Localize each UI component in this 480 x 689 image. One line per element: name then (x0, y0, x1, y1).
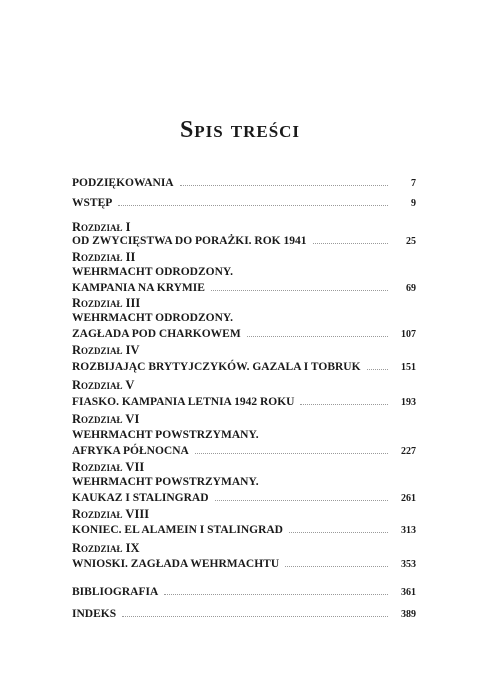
toc-entry-row (72, 607, 416, 622)
toc-entry-row (72, 395, 416, 410)
toc-entry-row (72, 234, 416, 249)
chapter-number: Rozdział IV (72, 343, 140, 357)
toc-entry-title: KAUKAZ I STALINGRAD (72, 492, 209, 504)
toc-entry-row (72, 460, 416, 474)
dot-leader (367, 369, 388, 370)
toc-entry-row (72, 585, 416, 600)
toc-entry-row (72, 412, 416, 426)
toc-entry-title: BIBLIOGRAFIA (72, 586, 159, 598)
toc-entry-row (72, 343, 416, 357)
dot-leader (122, 616, 388, 617)
page-number: 227 (401, 446, 416, 457)
toc-entry-row (72, 475, 416, 489)
toc-entry-title: OD ZWYCIĘSTWA DO PORAŻKI. ROK 1941 (72, 235, 307, 247)
toc-entry-row (72, 220, 416, 234)
chapter-number: Rozdział VIII (72, 507, 150, 521)
page-number: 313 (401, 525, 416, 536)
page-number: 193 (401, 397, 416, 408)
toc-entry-title: WEHRMACHT ODRODZONY. (72, 312, 234, 324)
chapter-number: Rozdział IX (72, 541, 140, 555)
page-title: Spis treści (179, 117, 301, 143)
toc-entry-title: ZAGŁADA POD CHARKOWEM (72, 328, 241, 340)
dot-leader (285, 566, 388, 567)
toc-entry-row (72, 196, 416, 211)
page-number: 9 (411, 198, 416, 209)
dot-leader (195, 453, 388, 454)
toc-entry-title: WEHRMACHT POWSTRZYMANY. (72, 476, 259, 488)
page-number: 261 (401, 493, 416, 504)
dot-leader (118, 205, 388, 206)
toc-entry-row (72, 176, 416, 191)
toc-entry-row (72, 523, 416, 538)
toc-entry-title: INDEKS (72, 608, 117, 620)
toc-entry-row (72, 507, 416, 521)
toc-entry-row (72, 281, 416, 296)
dot-leader (313, 243, 388, 244)
toc-entry-title: ROZBIJAJĄC BRYTYJCZYKÓW. GAZALA I TOBRUK (72, 361, 361, 373)
page-number: 151 (401, 362, 416, 373)
toc-entry-title: PODZIĘKOWANIA (72, 177, 174, 189)
toc-entry-row (72, 444, 416, 459)
toc-entry-row (72, 491, 416, 506)
toc-entry-row (72, 311, 416, 325)
toc-entry-row (72, 327, 416, 342)
toc-entry-title: WEHRMACHT POWSTRZYMANY. (72, 429, 259, 441)
chapter-number: Rozdział II (72, 250, 136, 264)
dot-leader (289, 532, 388, 533)
page-number: 7 (411, 178, 416, 189)
page-number: 25 (406, 236, 416, 247)
dot-leader (215, 500, 388, 501)
toc-entry-title: WNIOSKI. ZAGŁADA WEHRMACHTU (72, 558, 280, 570)
toc-entry-title: FIASKO. KAMPANIA LETNIA 1942 ROKU (72, 396, 295, 408)
page-number: 361 (401, 587, 416, 598)
chapter-number: Rozdział VII (72, 460, 145, 474)
dot-leader (211, 290, 388, 291)
dot-leader (180, 185, 388, 186)
toc-entry-row (72, 557, 416, 572)
chapter-number: Rozdział I (72, 220, 131, 234)
toc-entry-title: KONIEC. EL ALAMEIN I STALINGRAD (72, 524, 283, 536)
dot-leader (247, 336, 388, 337)
toc-entry-title: WSTĘP (72, 197, 113, 209)
toc-entry-row (72, 541, 416, 555)
page-number: 107 (401, 329, 416, 340)
toc-entry-row (72, 360, 416, 375)
page-number: 69 (406, 283, 416, 294)
dot-leader (164, 594, 388, 595)
toc-entry-row (72, 378, 416, 392)
dot-leader (300, 404, 388, 405)
toc-entry-row (72, 296, 416, 310)
chapter-number: Rozdział VI (72, 412, 140, 426)
chapter-number: Rozdział III (72, 296, 141, 310)
toc-entry-row (72, 428, 416, 442)
toc-entry-title: AFRYKA PÓŁNOCNA (72, 445, 189, 457)
toc-entry-title: WEHRMACHT ODRODZONY. (72, 266, 234, 278)
toc-entry-row (72, 265, 416, 279)
page-number: 389 (401, 609, 416, 620)
chapter-number: Rozdział V (72, 378, 135, 392)
page-number: 353 (401, 559, 416, 570)
toc-entry-row (72, 250, 416, 264)
toc-entry-title: KAMPANIA NA KRYMIE (72, 282, 205, 294)
